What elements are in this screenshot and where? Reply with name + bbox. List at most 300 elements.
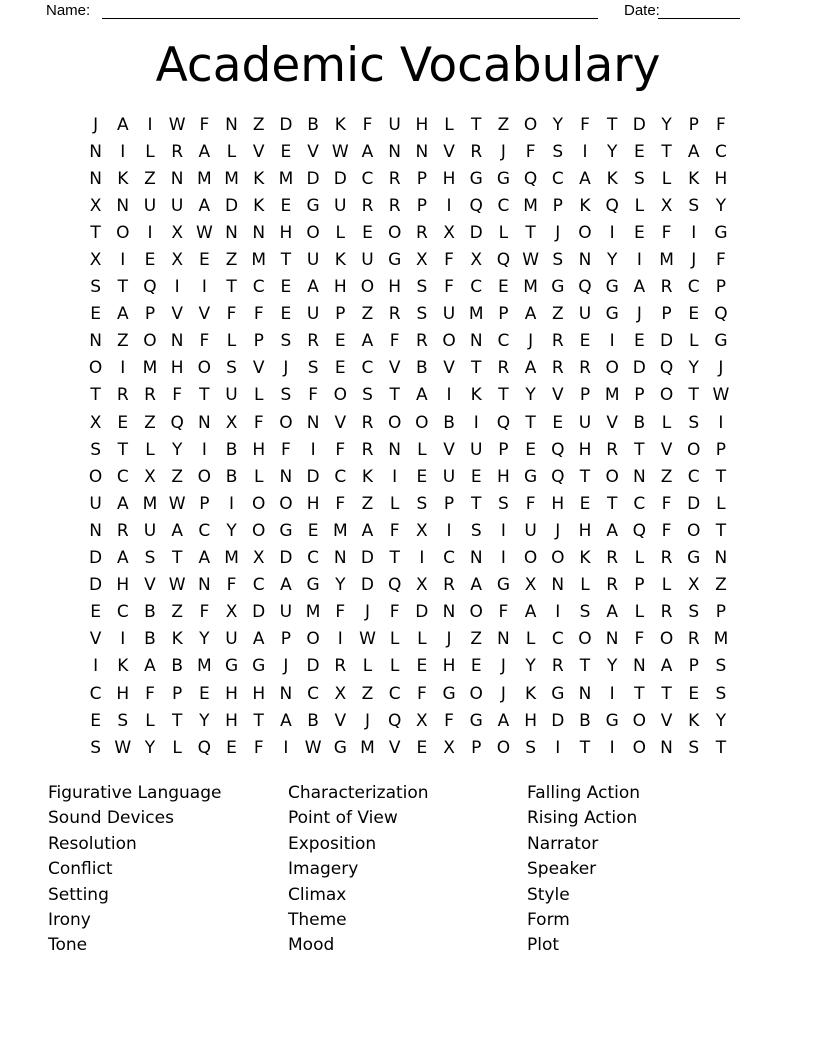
grid-cell: T (579, 466, 591, 487)
grid-cell: R (470, 141, 483, 162)
grid-cell: V (388, 358, 401, 379)
grid-cell: H (252, 439, 266, 460)
grid-cell: L (145, 710, 155, 731)
grid-cell: W (168, 493, 186, 514)
grid-cell: D (551, 710, 565, 731)
grid-cell: H (333, 277, 347, 298)
grid-cell: T (498, 385, 509, 406)
grid-cell: N (89, 520, 102, 541)
grid-cell: M (251, 250, 267, 271)
grid-cell: G (605, 277, 619, 298)
grid-cell: J (364, 602, 370, 623)
grid-cell: Z (171, 602, 183, 623)
grid-cell: D (306, 168, 320, 189)
grid-cell: K (688, 168, 700, 189)
grid-cell: O (578, 222, 592, 243)
grid-cell: E (633, 222, 645, 243)
grid-cell: Q (605, 195, 619, 216)
word-bank-item: Imagery (288, 859, 359, 880)
grid-cell: N (551, 575, 565, 596)
grid-cell: A (280, 575, 292, 596)
grid-cell: X (416, 520, 428, 541)
word-bank-item: Climax (288, 884, 347, 905)
grid-cell: O (252, 520, 266, 541)
grid-cell: N (170, 331, 184, 352)
grid-cell: P (416, 168, 427, 189)
grid-cell: N (225, 114, 238, 135)
grid-cell: N (89, 331, 102, 352)
grid-cell: T (715, 737, 727, 758)
grid-cell: P (280, 629, 292, 650)
grid-cell: S (144, 548, 156, 569)
name-blank-line (102, 0, 598, 19)
grid-cell: Y (335, 575, 346, 596)
grid-cell: M (713, 629, 729, 650)
grid-cell: B (225, 466, 238, 487)
grid-cell: C (116, 466, 129, 487)
grid-cell: V (307, 141, 319, 162)
grid-cell: Z (225, 250, 238, 271)
grid-cell: P (688, 656, 699, 677)
grid-cell: T (579, 656, 591, 677)
grid-cell: E (416, 466, 428, 487)
grid-cell: D (279, 114, 293, 135)
grid-cell: P (443, 493, 455, 514)
grid-cell: V (443, 141, 455, 162)
grid-cell: L (253, 385, 264, 406)
grid-cell: N (89, 141, 102, 162)
grid-cell: J (500, 683, 506, 704)
grid-cell: R (116, 385, 129, 406)
grid-cell: K (334, 250, 346, 271)
grid-cell: H (497, 466, 510, 487)
grid-cell: F (335, 439, 346, 460)
grid-cell: Q (469, 195, 483, 216)
grid-cell: A (606, 602, 618, 623)
grid-cell: Z (252, 114, 265, 135)
grid-cell: O (632, 710, 647, 731)
grid-cell: F (253, 737, 264, 758)
grid-cell: D (632, 114, 646, 135)
grid-cell: A (361, 520, 374, 541)
grid-cell: G (306, 195, 320, 216)
grid-cell: T (90, 385, 101, 406)
grid-cell: G (442, 683, 456, 704)
grid-cell: N (89, 168, 102, 189)
grid-cell: N (632, 656, 646, 677)
grid-cell: I (174, 277, 180, 298)
grid-cell: S (90, 737, 101, 758)
grid-cell: A (524, 304, 537, 325)
grid-cell: I (419, 548, 425, 569)
grid-cell: R (334, 656, 347, 677)
grid-cell: W (195, 222, 213, 243)
grid-cell: L (498, 222, 509, 243)
grid-cell: D (632, 358, 646, 379)
grid-cell: S (498, 493, 509, 514)
grid-cell: F (716, 114, 726, 135)
grid-cell: T (389, 385, 400, 406)
grid-cell: V (660, 439, 673, 460)
grid-cell: Q (632, 520, 647, 541)
grid-cell: A (198, 195, 211, 216)
grid-cell: I (582, 141, 588, 162)
grid-cell: M (523, 277, 538, 298)
grid-cell: S (552, 141, 564, 162)
grid-cell: E (90, 710, 101, 731)
grid-cell: O (197, 466, 212, 487)
grid-cell: L (417, 629, 427, 650)
grid-cell: R (606, 548, 619, 569)
grid-cell: E (144, 250, 156, 271)
grid-cell: M (224, 548, 239, 569)
grid-cell: N (578, 250, 592, 271)
grid-cell: J (555, 520, 561, 541)
grid-cell: F (416, 683, 427, 704)
grid-cell: M (197, 168, 212, 189)
grid-cell: N (469, 548, 483, 569)
grid-cell: T (389, 548, 400, 569)
grid-cell: A (524, 602, 537, 623)
word-bank-item: Figurative Language (48, 783, 222, 803)
grid-cell: C (551, 629, 564, 650)
grid-cell: Q (551, 439, 565, 460)
grid-cell: T (280, 250, 292, 271)
grid-cell: S (688, 412, 700, 433)
grid-cell: U (306, 304, 320, 325)
grid-cell: N (388, 439, 402, 460)
grid-cell: A (116, 304, 129, 325)
grid-cell: S (280, 331, 292, 352)
grid-cell: T (90, 222, 101, 243)
grid-cell: R (307, 331, 319, 352)
grid-cell: N (306, 412, 320, 433)
grid-cell: X (687, 575, 700, 596)
grid-cell: G (687, 548, 701, 569)
grid-cell: L (253, 466, 264, 487)
grid-cell: N (660, 737, 673, 758)
grid-cell: L (634, 602, 645, 623)
grid-cell: S (715, 656, 727, 677)
grid-cell: R (388, 304, 401, 325)
grid-cell: S (579, 602, 591, 623)
grid-cell: P (661, 304, 672, 325)
grid-cell: S (307, 358, 319, 379)
grid-cell: C (714, 141, 727, 162)
grid-cell: E (552, 412, 564, 433)
word-bank-column (527, 781, 640, 959)
grid-cell: L (661, 412, 672, 433)
grid-cell: F (498, 602, 509, 623)
grid-cell: L (661, 575, 672, 596)
grid-cell: E (334, 331, 346, 352)
grid-cell: I (120, 358, 126, 379)
grid-cell: Q (387, 710, 402, 731)
grid-cell: W (114, 737, 132, 758)
word-bank-item: Falling Action (527, 783, 641, 803)
grid-cell: Q (197, 737, 212, 758)
grid-cell: B (144, 629, 156, 650)
grid-cell: H (578, 439, 592, 460)
word-search-grid (82, 111, 735, 761)
grid-cell: Z (144, 412, 156, 433)
grid-cell: V (171, 304, 183, 325)
grid-cell: M (305, 602, 321, 623)
grid-cell: D (360, 575, 375, 596)
grid-cell: Z (361, 304, 374, 325)
grid-cell: F (308, 385, 318, 406)
grid-cell: Q (387, 575, 402, 596)
grid-cell: N (415, 141, 429, 162)
grid-cell: Z (361, 683, 374, 704)
grid-cell: Y (715, 710, 727, 731)
grid-cell: F (661, 222, 672, 243)
grid-cell: M (224, 168, 239, 189)
grid-cell: M (659, 250, 674, 271)
grid-cell: C (470, 277, 483, 298)
grid-cell: B (416, 358, 428, 379)
grid-cell: L (226, 141, 237, 162)
grid-cell: C (687, 277, 700, 298)
grid-cell: X (416, 250, 428, 271)
grid-cell: Q (714, 304, 728, 325)
grid-cell: N (197, 412, 211, 433)
grid-cell: B (443, 412, 455, 433)
grid-cell: C (198, 520, 211, 541)
grid-cell: Y (688, 358, 699, 379)
grid-cell: O (279, 412, 293, 433)
grid-cell: V (443, 358, 455, 379)
grid-cell: E (90, 602, 101, 623)
grid-cell: R (361, 412, 374, 433)
grid-cell: J (636, 304, 642, 325)
grid-cell: A (687, 141, 700, 162)
grid-cell: P (552, 195, 563, 216)
grid-cell: L (226, 331, 237, 352)
grid-cell: F (389, 520, 400, 541)
grid-cell: U (89, 493, 102, 514)
grid-cell: F (661, 493, 672, 514)
grid-cell: R (551, 358, 564, 379)
grid-cell: R (579, 358, 591, 379)
grid-cell: R (388, 195, 401, 216)
grid-cell: Y (606, 656, 618, 677)
grid-cell: T (471, 493, 482, 514)
grid-cell: O (333, 385, 347, 406)
grid-cell: E (579, 331, 591, 352)
grid-cell: J (446, 629, 452, 650)
grid-cell: O (143, 331, 157, 352)
grid-cell: I (636, 250, 642, 271)
grid-cell: K (606, 168, 618, 189)
grid-cell: J (718, 358, 724, 379)
grid-cell: I (718, 412, 724, 433)
grid-cell: H (252, 683, 266, 704)
grid-cell: C (497, 195, 510, 216)
grid-cell: O (306, 629, 320, 650)
grid-cell: Y (606, 141, 618, 162)
grid-cell: B (171, 656, 183, 677)
grid-cell: F (362, 114, 373, 135)
grid-cell: D (687, 493, 701, 514)
grid-cell: I (609, 331, 615, 352)
grid-cell: T (117, 277, 128, 298)
grid-cell: U (469, 439, 483, 460)
grid-cell: E (280, 141, 292, 162)
grid-cell: V (334, 412, 347, 433)
grid-cell: V (252, 141, 265, 162)
word-bank-item: Tone (48, 935, 88, 956)
grid-cell: T (471, 114, 482, 135)
grid-cell: X (524, 575, 537, 596)
grid-cell: I (120, 629, 126, 650)
grid-cell: H (442, 168, 456, 189)
grid-cell: V (144, 575, 156, 596)
grid-cell: L (145, 439, 155, 460)
grid-cell: L (580, 575, 590, 596)
grid-cell: C (116, 602, 129, 623)
grid-cell: R (415, 331, 428, 352)
grid-cell: T (661, 141, 672, 162)
grid-cell: O (306, 222, 320, 243)
grid-cell: N (497, 629, 510, 650)
grid-cell: Z (660, 466, 673, 487)
grid-cell: N (170, 168, 184, 189)
grid-cell: O (415, 412, 429, 433)
grid-cell: R (388, 168, 401, 189)
grid-cell: H (116, 575, 130, 596)
grid-cell: Y (715, 195, 727, 216)
grid-cell: P (498, 439, 509, 460)
grid-cell: N (442, 602, 456, 623)
grid-cell: M (360, 737, 375, 758)
grid-cell: X (225, 602, 238, 623)
grid-cell: K (253, 195, 265, 216)
grid-cell: O (659, 385, 674, 406)
grid-cell: F (444, 250, 454, 271)
grid-cell: G (714, 331, 728, 352)
grid-cell: H (714, 168, 728, 189)
grid-cell: U (578, 304, 592, 325)
grid-cell: O (442, 331, 456, 352)
grid-cell: P (335, 304, 346, 325)
grid-cell: D (89, 548, 103, 569)
grid-cell: E (416, 656, 428, 677)
grid-cell: U (306, 250, 320, 271)
grid-cell: F (199, 114, 210, 135)
grid-cell: O (252, 493, 266, 514)
grid-cell: S (416, 304, 428, 325)
grid-cell: V (660, 710, 673, 731)
grid-cell: G (605, 710, 619, 731)
grid-cell: O (88, 466, 103, 487)
grid-cell: D (224, 195, 239, 216)
grid-cell: I (310, 439, 316, 460)
grid-cell: G (333, 737, 347, 758)
grid-cell: Y (661, 114, 672, 135)
grid-cell: L (417, 439, 427, 460)
grid-cell: O (88, 358, 103, 379)
grid-cell: T (661, 683, 672, 704)
grid-cell: V (551, 385, 564, 406)
word-bank-item: Narrator (527, 833, 599, 854)
grid-cell: F (444, 710, 454, 731)
grid-cell: X (89, 195, 102, 216)
grid-cell: O (659, 629, 674, 650)
grid-cell: L (172, 737, 182, 758)
grid-cell: Y (226, 520, 237, 541)
grid-cell: O (687, 520, 701, 541)
grid-cell: Z (497, 114, 510, 135)
grid-cell: U (524, 520, 537, 541)
grid-cell: W (168, 114, 186, 135)
grid-cell: E (498, 277, 509, 298)
grid-cell: A (252, 629, 265, 650)
grid-cell: U (361, 250, 374, 271)
grid-cell: C (497, 331, 510, 352)
grid-cell: B (225, 439, 238, 460)
grid-cell: S (715, 683, 727, 704)
grid-cell: W (168, 575, 186, 596)
grid-cell: U (388, 114, 401, 135)
grid-cell: D (659, 331, 674, 352)
grid-cell: G (714, 222, 728, 243)
grid-cell: G (605, 304, 619, 325)
grid-cell: N (279, 683, 293, 704)
grid-cell: I (446, 520, 452, 541)
grid-cell: O (496, 737, 511, 758)
grid-cell: H (415, 114, 429, 135)
grid-cell: B (144, 602, 156, 623)
grid-cell: C (307, 683, 320, 704)
grid-cell: A (497, 710, 510, 731)
grid-cell: R (687, 629, 700, 650)
grid-cell: M (278, 168, 294, 189)
grid-cell: Z (715, 575, 727, 596)
grid-cell: H (524, 710, 537, 731)
grid-cell: H (551, 493, 565, 514)
grid-cell: M (604, 385, 620, 406)
word-bank-item: Rising Action (527, 808, 638, 829)
grid-cell: N (469, 331, 483, 352)
grid-cell: Y (525, 656, 536, 677)
word-bank-item: Irony (48, 910, 91, 931)
grid-cell: R (660, 277, 673, 298)
grid-cell: H (225, 710, 238, 731)
grid-cell: D (333, 168, 347, 189)
word-bank-column (288, 781, 429, 959)
grid-cell: U (170, 195, 184, 216)
grid-cell: L (145, 141, 155, 162)
grid-cell: E (633, 331, 645, 352)
grid-cell: A (198, 548, 211, 569)
grid-cell: B (579, 710, 591, 731)
grid-cell: O (687, 439, 701, 460)
grid-cell: O (116, 222, 130, 243)
grid-cell: M (142, 493, 158, 514)
grid-cell: E (633, 141, 645, 162)
grid-cell: Q (170, 412, 184, 433)
grid-cell: X (225, 412, 238, 433)
grid-cell: E (525, 439, 536, 460)
grid-cell: N (252, 222, 266, 243)
grid-cell: S (525, 737, 536, 758)
grid-cell: L (335, 222, 346, 243)
grid-cell: G (524, 466, 538, 487)
grid-cell: E (307, 520, 319, 541)
grid-cell: O (605, 466, 619, 487)
grid-cell: F (253, 304, 264, 325)
